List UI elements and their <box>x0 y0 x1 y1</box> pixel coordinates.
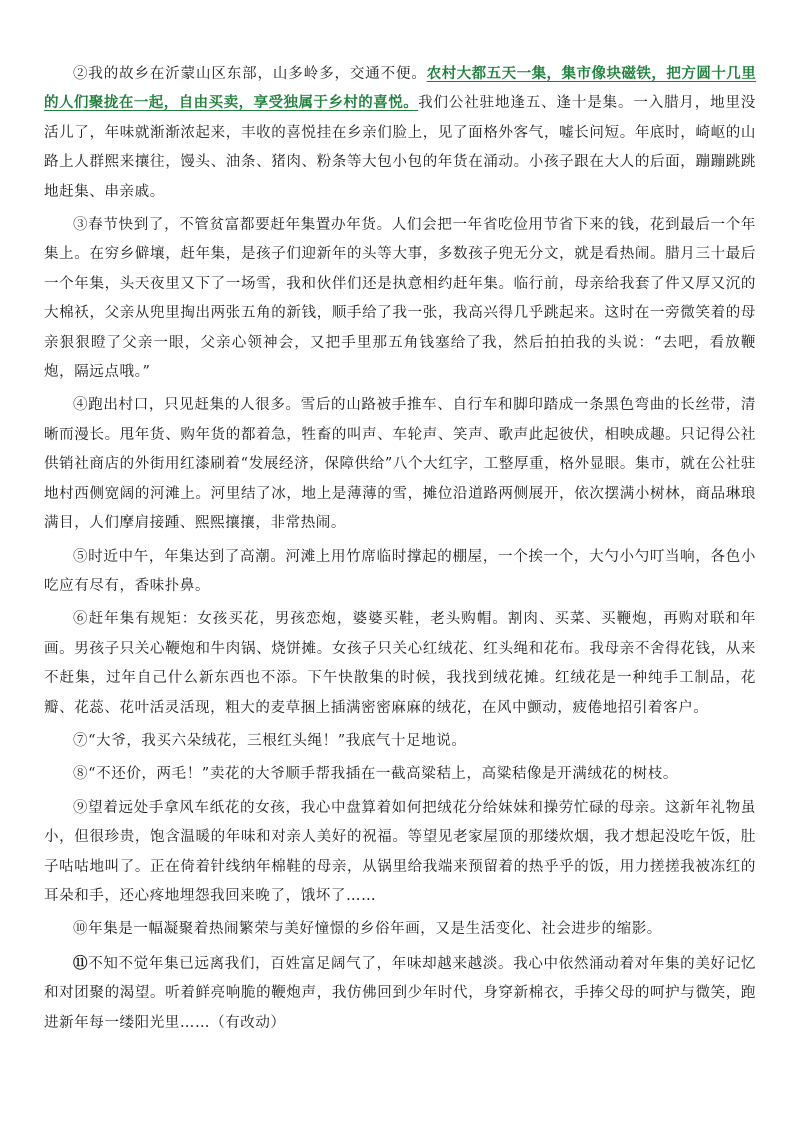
paragraph-11 <box>44 949 756 1038</box>
paragraph-11-text: 不知不觉年集已远离我们，百姓富足阔气了，年味却越来越淡。我心中依然涌动着对年集的美好记忆和对团聚的渴望。听着鲜亮响脆的鞭炮声，我仿佛回到少年时代，身穿新棉衣，手捧父母的呵护与微笑，跑进新年每一缕阳光里……（有改动） <box>44 955 756 1031</box>
paragraph-3: ③春节快到了，不管贫富都要赶年集置办年货。人们会把一年省吃俭用节省下来的钱，花到最后一个年集上。在穷乡僻壤，赶年集，是孩子们迎新年的头等大事，多数孩子兜无分文，就是看热闹。腊月三十最后一个年集，头天夜里又下了一场雪，我和伙伴们还是执意相约赶年集。临行前，母亲给我套了件又厚又沉的大棉袄，父亲从兜里掏出两张五角的新钱，顺手给了我一张，我高兴得几乎跳起来。这时在一旁微笑着的母亲狠狠瞪了父亲一眼，父亲心领神会，又把手里那五角钱塞给了我，然后拍拍我的头说：“去吧，看放鞭炮，隔远点哦。” <box>44 217 756 381</box>
paragraph-7: ⑦“大爷，我买六朵绒花，三根红头绳！”我底气十足地说。 <box>73 732 467 749</box>
highlighted-sentence: 农村大都五天一集，集市像块磁铁，把方圆十几里的人们聚拢在一起，自由买卖，享受独属于乡村的喜悦。 <box>44 66 756 112</box>
paragraph-10: ⑩年集是一幅凝聚着热闹繁荣与美好憧憬的乡俗年画，又是生活变化、社会进步的缩影。 <box>73 921 662 938</box>
paragraph-8: ⑧“不还价，两毛！”卖花的大爷顺手帮我插在一截高粱秸上，高粱秸像是开满绒花的树枝。 <box>73 766 678 783</box>
paragraph-4: ④跑出村口，只见赶集的人很多。雪后的山路被手推车、自行车和脚印踏成一条黑色弯曲的长丝带，清晰而漫长。甩年货、购年货的都着急，牲畜的叫声、车轮声、笑声、歌声此起彼伏，相映成趣。只记得公社供销社商店的外街用红漆刷着“发展经济，保障供给”八个大红字，工整厚重，格外显眼。集市，就在公社驻地村西侧宽阔的河滩上。河里结了冰，地上是薄薄的雪，摊位沿道路两侧展开，依次摆满小树林，商品琳琅满目，人们摩肩接踵、熙熙攘攘，非常热闹。 <box>44 397 756 532</box>
paragraph-11-number: ⑪ <box>73 954 89 972</box>
paragraph-2-intro: ②我的故乡在沂蒙山区东部，山多岭多，交通不便。 <box>73 66 427 82</box>
paragraph-6: ⑥赶年集有规矩：女孩买花，男孩恋炮，婆婆买鞋，老头购帽。割肉、买菜、买鞭炮，再购对联和年画。男孩子只关心鞭炮和牛肉锅、烧饼摊。女孩子只关心红绒花、红头绳和花布。我母亲不舍得花钱，从来不赶集，过年自己什么新东西也不添。下午快散集的时候，我找到绒花摊。红绒花是一种纯手工制品，花瓣、花蕊、花叶活灵活现，粗大的麦草捆上插满密密麻麻的绒花，在风中颤动，疲倦地招引着客户。 <box>44 611 756 716</box>
paragraph-5: ⑤时近中午，年集达到了高潮。河滩上用竹席临时撑起的棚屋，一个挨一个，大勺小勺叮当响，各色小吃应有尽有，香味扑鼻。 <box>44 548 756 594</box>
paragraph-2-rest: 我们公社驻地逢五、逢十是集。一入腊月，地里没活儿了，年味就渐渐浓起来，丰收的喜悦挂在乡亲们脸上，见了面格外客气，嘘长问短。年底时，崎岖的山路上人群熙来攘往，馒头、油条、猪肉、粉条等大包小包的年货在涌动。小孩子跟在大人的后面，蹦蹦跳跳地赶集、串亲戚。 <box>44 95 756 200</box>
article-body <box>44 60 756 1042</box>
paragraph-2 <box>44 60 756 207</box>
paragraph-9: ⑨望着远处手拿风车纸花的女孩，我心中盘算着如何把绒花分给妹妹和操劳忙碌的母亲。这新年礼物虽小，但很珍贵，饱含温暖的年味和对亲人美好的祝福。等望见老家屋顶的那缕炊烟，我才想起没吃午饭，肚子咕咕地叫了。正在倚着针线纳年棉鞋的母亲，从锅里给我端来预留着的热乎乎的饭，用力搓搓我被冻红的耳朵和手，还心疼地埋怨我回来晚了，饿坏了…… <box>44 799 756 904</box>
